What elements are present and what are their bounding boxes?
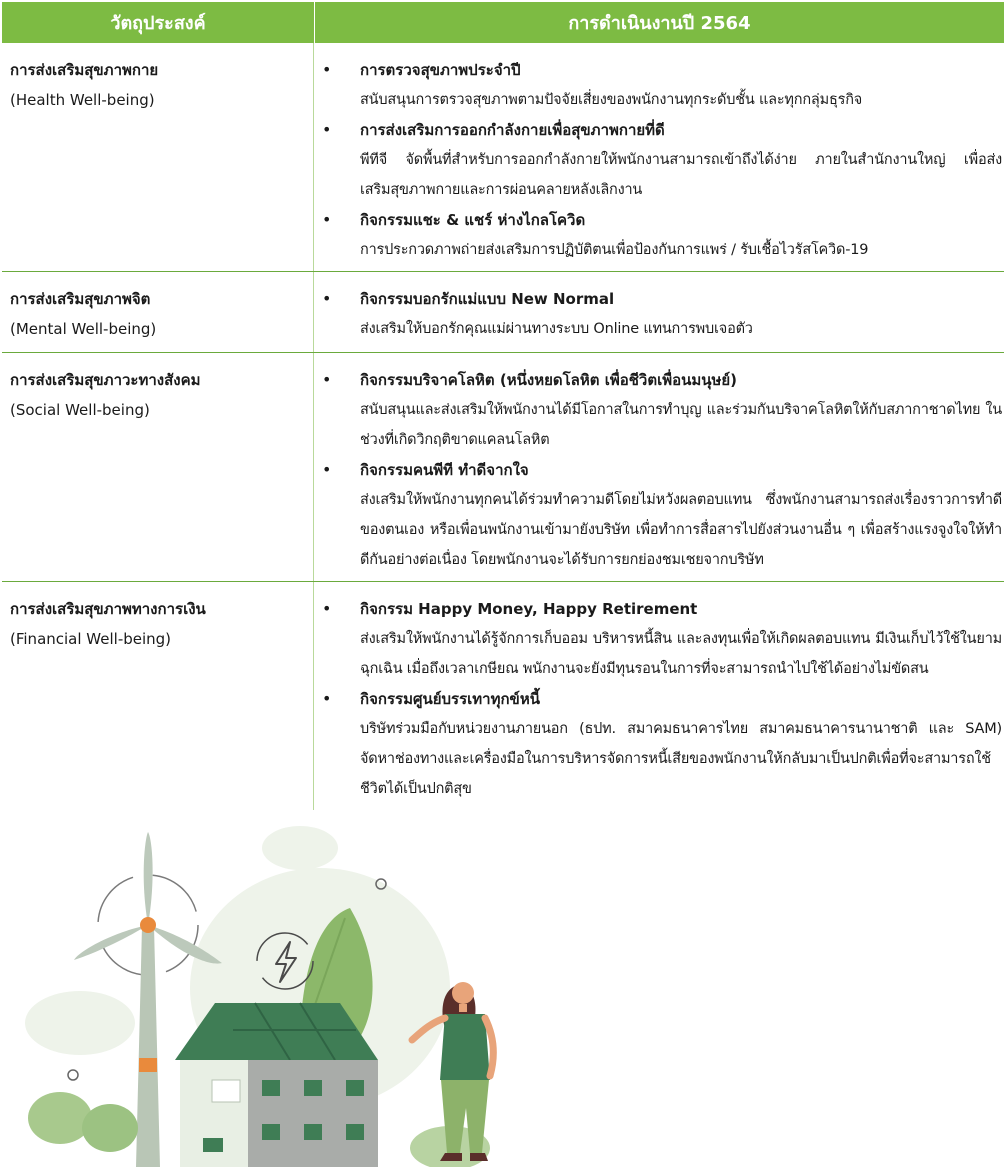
house-icon bbox=[175, 1003, 378, 1167]
operation-cell bbox=[314, 272, 1004, 352]
list-item bbox=[314, 55, 1004, 115]
table-header bbox=[2, 2, 1004, 43]
bullet-icon: • bbox=[322, 210, 332, 229]
cloud-icon bbox=[262, 826, 338, 870]
item-description: ส่งเสริมให้พนักงานทุกคนได้ร่วมทำความดีโดยไม่หวังผลตอบแทน ซึ่งพนักงานสามารถส่งเรื่องราวการทำดีของตนเอง หรือเพื่อนพนักงานเข้ามายังบริษัท เพื่อทำการสื่อสารไปยังส่วนงานอื่น ๆ เพื่อสร้างแรงจูงใจให้ทำดีกันอย่างต่อเนื่อง โดยพนักงานจะได้รับการยกย่องชมเชยจากบริษัท bbox=[360, 492, 1002, 568]
sustainability-illustration bbox=[0, 818, 560, 1167]
item-title: กิจกรรมคนพีที ทำดีจากใจ bbox=[360, 461, 529, 479]
objective-title: การส่งเสริมสุขภาพกาย bbox=[10, 61, 159, 79]
bullet-icon: • bbox=[322, 289, 332, 308]
objective-cell bbox=[2, 272, 314, 352]
objective-cell bbox=[2, 43, 314, 271]
list-item bbox=[314, 365, 1004, 455]
table-row-health bbox=[2, 43, 1004, 272]
list-item bbox=[314, 115, 1004, 205]
objective-cell bbox=[2, 582, 314, 810]
item-description: พีทีจี จัดพื้นที่สำหรับการออกกำลังกายให้พนักงานสามารถเข้าถึงได้ง่าย ภายในสำนักงานใหญ่ เพื่อส่งเสริมสุขภาพกายและการผ่อนคลายหลังเลิกงาน bbox=[360, 152, 1002, 198]
header-objective: วัตถุประสงค์ bbox=[2, 2, 315, 43]
objective-subtitle: (Mental Well-being) bbox=[10, 320, 157, 338]
objective-title: การส่งเสริมสุขภาพจิต bbox=[10, 290, 151, 308]
bullet-icon: • bbox=[322, 60, 332, 79]
item-description: ส่งเสริมให้บอกรักคุณแม่ผ่านทางระบบ Online แทนการพบเจอตัว bbox=[360, 321, 753, 337]
item-description: สนับสนุนและส่งเสริมให้พนักงานได้มีโอกาสในการทำบุญ และร่วมกันบริจาคโลหิตให้กับสภากาชาดไทย ในช่วงที่เกิดวิกฤติขาดแคลนโลหิต bbox=[360, 402, 1002, 448]
item-title: กิจกรรมศูนย์บรรเทาทุกข์หนี้ bbox=[360, 690, 540, 708]
list-item bbox=[314, 205, 1004, 265]
operation-cell bbox=[314, 582, 1004, 810]
table-row-social bbox=[2, 353, 1004, 582]
bullet-icon: • bbox=[322, 460, 332, 479]
operation-cell bbox=[314, 353, 1004, 581]
bush-icon bbox=[82, 1104, 138, 1152]
objective-subtitle: (Financial Well-being) bbox=[10, 630, 172, 648]
item-description: ส่งเสริมให้พนักงานได้รู้จักการเก็บออม บริหารหนี้สิน และลงทุนเพื่อให้เกิดผลตอบแทน มีเงินเก็บไว้ใช้ในยามฉุกเฉิน เมื่อถึงเวลาเกษียณ พนักงานจะยังมีทุนรอนในการที่จะสามารถนำไปใช้ได้อย่างไม่ขัดสน bbox=[360, 631, 1002, 677]
header-operation: การดำเนินงานปี 2564 bbox=[568, 13, 751, 34]
operation-cell bbox=[314, 43, 1004, 271]
list-item bbox=[314, 684, 1004, 804]
bullet-icon: • bbox=[322, 689, 332, 708]
bullet-icon: • bbox=[322, 120, 332, 139]
objective-cell bbox=[2, 353, 314, 581]
objective-title: การส่งเสริมสุขภาวะทางสังคม bbox=[10, 371, 201, 389]
item-description: การประกวดภาพถ่ายส่งเสริมการปฏิบัติตนเพื่อป้องกันการแพร่ / รับเชื้อไวรัสโควิด-19 bbox=[360, 242, 869, 258]
table-row-mental bbox=[2, 272, 1004, 353]
objective-subtitle: (Social Well-being) bbox=[10, 401, 150, 419]
circle-decoration-icon bbox=[68, 1070, 78, 1080]
wellbeing-table bbox=[2, 2, 1004, 810]
bullet-icon: • bbox=[322, 370, 332, 389]
item-description: บริษัทร่วมมือกับหน่วยงานภายนอก (ธปท. สมาคมธนาคารไทย สมาคมธนาคารนานาชาติ และ SAM) จัดหาช่องทางและเครื่องมือในการบริหารจัดการหนี้เสียของพนักงานให้กลับมาเป็นปกติเพื่อที่จะสามารถใช้ชีวิตได้เป็นปกติสุข bbox=[360, 721, 1002, 797]
item-description: สนับสนุนการตรวจสุขภาพตามปัจจัยเสี่ยงของพนักงานทุกระดับชั้น และทุกกลุ่มธุรกิจ bbox=[360, 92, 863, 108]
bush-icon bbox=[28, 1092, 92, 1144]
list-item bbox=[314, 284, 1004, 344]
table-row-financial bbox=[2, 582, 1004, 810]
objective-subtitle: (Health Well-being) bbox=[10, 91, 155, 109]
item-title: กิจกรรมบอกรักแม่แบบ New Normal bbox=[360, 290, 615, 308]
item-title: กิจกรรม Happy Money, Happy Retirement bbox=[360, 600, 698, 618]
list-item bbox=[314, 594, 1004, 684]
item-title: การส่งเสริมการออกกำลังกายเพื่อสุขภาพกายที่ดี bbox=[360, 121, 665, 139]
objective-title: การส่งเสริมสุขภาพทางการเงิน bbox=[10, 600, 206, 618]
item-title: การตรวจสุขภาพประจำปี bbox=[360, 61, 521, 79]
item-title: กิจกรรมบริจาคโลหิต (หนึ่งหยดโลหิต เพื่อชีวิตเพื่อนมนุษย์) bbox=[360, 371, 738, 389]
bullet-icon: • bbox=[322, 599, 332, 618]
list-item bbox=[314, 455, 1004, 575]
cloud-icon bbox=[25, 991, 135, 1055]
item-title: กิจกรรมแชะ & แชร์ ห่างไกลโควิด bbox=[360, 211, 586, 229]
